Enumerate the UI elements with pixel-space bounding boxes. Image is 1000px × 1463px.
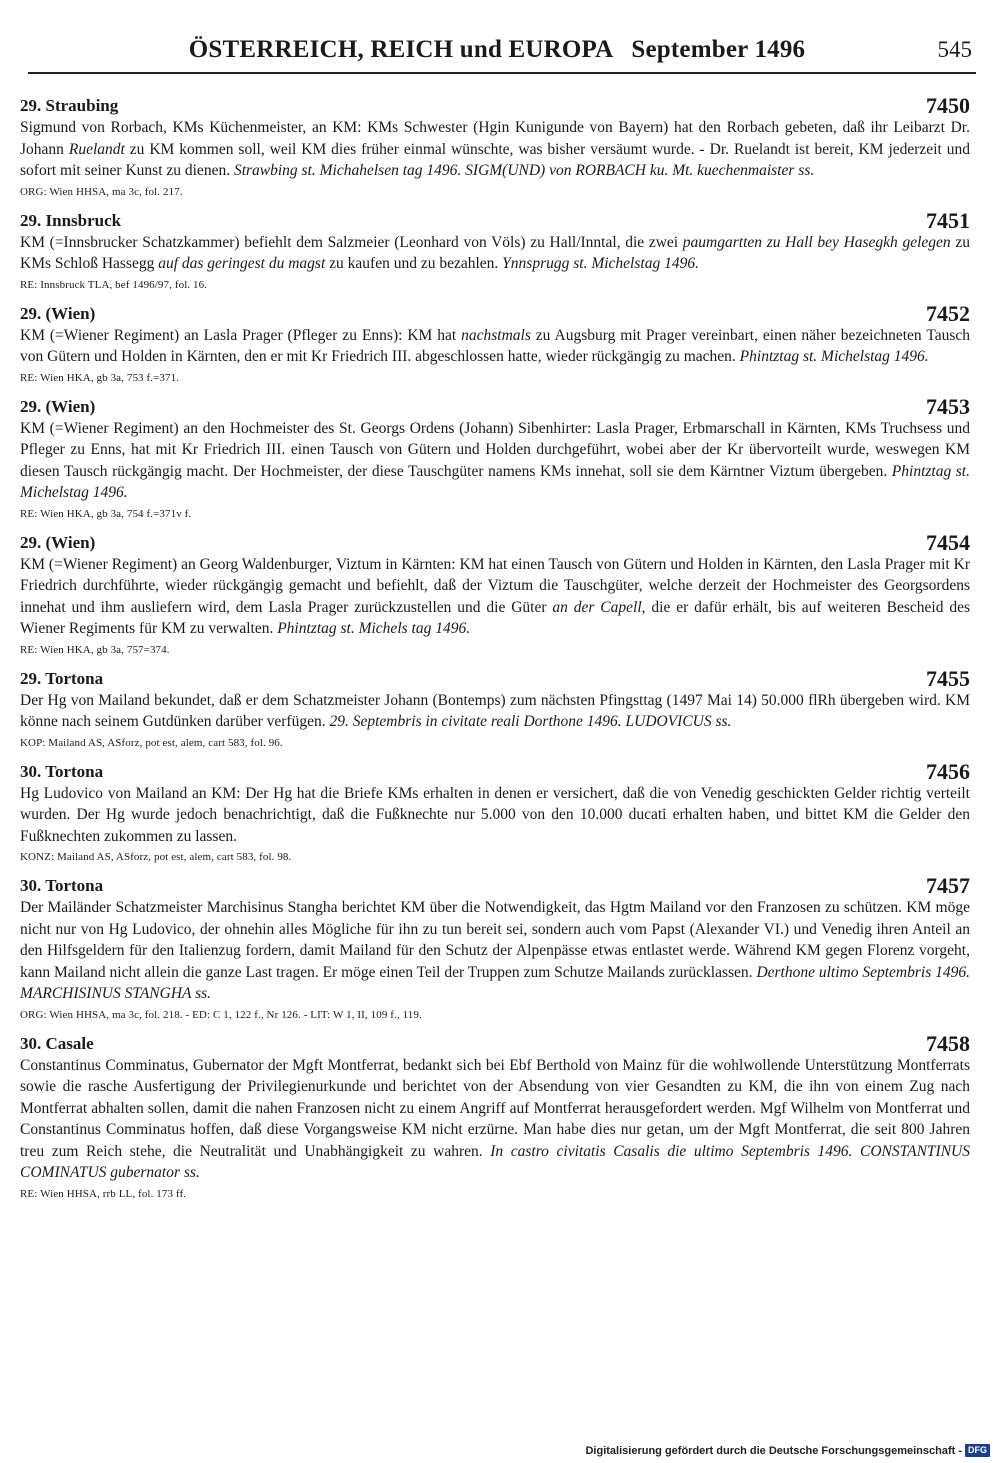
entry-number: 7453 [926,393,970,419]
entry-text-italic: 29. Septembris in civitate reali Dorthone 1496. LUDOVICUS ss. [329,713,732,730]
entry-text-segment: zu KMs Schloß Hassegg [20,233,970,272]
entry-heading [20,300,970,326]
entry-heading [20,1030,970,1056]
entry-text-italic: Phintztag st. Michelstag 1496. [739,348,929,365]
entry-number: 7451 [926,207,970,233]
entry-heading [20,529,970,555]
entry-number: 7454 [926,529,970,555]
entry-source: KOP: Mailand AS, ASforz, pot est, alem, cart 583, fol. 96. [20,736,283,749]
entry-text [20,117,970,182]
entry-text-italic: paumgartten zu Hall bey Hasegkh gelegen [682,233,951,251]
entry-heading [20,393,970,419]
entry-heading [20,665,970,691]
entry-number: 7455 [926,665,970,691]
footer-text: Digitalisierung gefördert durch die Deutsche Forschungsgemeinschaft - [585,1444,962,1457]
entry-text-segment: KM (=Wiener Regiment) an den Hochmeister des St. Georgs Ordens (Johann) Sibenhirter: Lasla Prager, Erbmarschall in Kärnten, KMs Truchsess und Pfleger zu Enns, hat mit Kr Friedrich III. einen Tausch von Gütern und Holden durchgeführt, wobei aber der Kr übervorteilt wurde, weswegen KM diesen Tausch rückgängig macht. Der Hochmeister, der diese Tauschgüter namens KMs innehat, soll sie dem Kärntner Viztum übergeben. [20,419,970,480]
entry-number: 7457 [926,873,970,898]
entry-date-place: 30. Tortona [20,761,104,781]
entry-source: ORG: Wien HHSA, ma 3c, fol. 217. [20,185,183,198]
entry-text-segment: Hg Ludovico von Mailand an KM: Der Hg hat die Briefe KMs erhalten in denen er versichert, daß die von Venedig geschickten Gelder richtig verteilt wurden. Der Hg wurde jedoch benachrichtigt, daß die Fußknechte nur 5.000 von den 10.000 ducati erhalten haben, und bittet KM die Gelder den Fußknechten zukommen zu lassen. [20,784,970,845]
entry-date-place: 29. (Wien) [20,532,96,552]
page-number: 545 [937,37,972,62]
entry-text [20,554,970,640]
entry-text-segment: zu KM kommen soll, weil KM dies früher einmal wünschte, was bisher versäumt wurde. - Dr. Ruelandt ist bereit, KM jederzeit und sofort mit seiner Kunst zu dienen. [20,140,970,179]
entry-text-italic: Ruelandt [68,140,125,158]
entry-text-italic: In castro civitatis Casalis die ultimo Septembris 1496. CONSTANTINUS COMINATUS gubernator ss. [20,1142,970,1181]
entry-text-italic: Ynnsprugg st. Michelstag 1496. [502,255,699,272]
entry-text-italic: auf das geringest du magst [158,255,326,272]
entry-date-place: 29. Innsbruck [20,210,122,230]
entry-text-segment: KM (=Wiener Regiment) an Lasla Prager (Pfleger zu Enns): KM hat [20,326,462,344]
entry-date-place: 29. Straubing [20,96,119,115]
entry-heading [20,875,970,897]
entry-number: 7456 [926,758,970,784]
entry-7450 [20,95,970,200]
entry-text-italic: Strawbing st. Michahelsen tag 1496. SIGM(UND) von RORBACH ku. Mt. kuechenmaister ss. [233,162,815,179]
entry-text-segment: Constantinus Comminatus, Gubernator der Mgft Montferrat, bedankt sich bei Ebf Berthold von Mainz für die wohlwollende Unterstützung Montferrats sowie die rasche Ausfertigung der Privilegienurkunde und berichtet von der Absendung von vier Gesandten zu KM, die ihn von einem Zug nach Montferrat abhalten sollen, damit die nahen Franzosen nicht zu einem Angriff auf Montferrat herausgefordert werden. Mgf Wilhelm von Montferrat und Constantinus Comminatus hoffen, daß diese Vorgangsweise KM nicht erzürne. Man habe dies nur getan, um der Mgft Montferrat, die seit 800 Jahren treu zum Reich stehe, die Neutralität und Unabhängigkeit zu wahren. [20,1056,970,1160]
entry-text [20,232,970,275]
entry-source: RE: Wien HKA, gb 3a, 754 f.=371v f. [20,507,192,520]
entry-7458 [20,1030,970,1202]
entry-text-segment: Der Mailänder Schatzmeister Marchisinus Stangha berichtet KM über die Notwendigkeit, das Hgtm Mailand vor den Franzosen zu schützen. KM möge nicht nur von Hg Ludovico, der ohnehin alles Mögliche für ihn zu tun bereit sei, sondern auch vom Papst (Alexander VI.) und Venedig ihren Anteil an den Hilfsgeldern für den Italienzug fordern, damit Mailand für den Schutz der Alpenpässe etwas entlastet werde. Während KM gegen Florenz vorgeht, kann Mailand nicht allein die ganze Last tragen. Er möge einen Teil der Truppen zum Schutze Mailands zurücklassen. [20,899,970,981]
entry-date-place: 30. Tortona [20,876,104,895]
entry-text-segment: KM (=Wiener Regiment) an Georg Waldenburger, Viztum in Kärnten: KM hat einen Tausch von Gütern und Holden in Kärnten, den Lasla Prager mit Kr Friedrich durchführte, wieder rückgängig gemacht und befiehlt, daß der Viztum die Tauschgüter, welche derzeit der Hochmeister des Georgsordens innehat und ihm ausliefern wird, dem Lasla Prager zurückzustellen und die Güter [20,555,970,616]
entry-text-italic: an der Capell [552,598,642,616]
entry-7456 [20,758,970,866]
entry-source: ORG: Wien HHSA, ma 3c, fol. 218. - ED: C 1, 122 f., Nr 126. - LIT: W 1, II, 109 f., 119. [20,1008,422,1021]
entry-heading [20,95,970,117]
entry-date-place: 29. Tortona [20,668,104,688]
dfg-logo: DFG [965,1444,990,1457]
entry-text-segment: , die er dafür erhält, bis auf weiteren Bescheid des Wiener Regiments für KM zu verwalten. [20,598,971,637]
entry-text [20,325,970,368]
entry-text-segment: zu Augsburg mit Prager vereinbart, einen näher bezeichneten Tausch von Gütern und Holden in Kärnten, den er mit Kr Friedrich III. abgeschlossen hatte, wieder rückgängig zu machen. [20,326,970,365]
entry-text-segment: Der Hg von Mailand bekundet, daß er dem Schatzmeister Johann (Bontemps) zum nächsten Pfingsttag (1497 Mai 14) 50.000 flRh übergeben wird. KM könne nach seinem Gutdünken darüber verfügen. [20,691,970,730]
entry-text [20,1055,970,1184]
entry-source: RE: Wien HHSA, rrb LL, fol. 173 ff. [20,1187,187,1200]
entry-7452 [20,300,970,386]
entry-text-italic: Phintztag st. Michels tag 1496. [277,620,471,637]
entry-number: 7452 [926,300,970,326]
entry-number: 7450 [926,93,970,118]
entry-7451 [20,207,970,293]
entry-text [20,690,970,733]
entry-source: RE: Wien HKA, gb 3a, 753 f.=371. [20,371,180,384]
entry-date-place: 30. Casale [20,1033,94,1053]
entry-heading [20,758,970,784]
entry-text-segment: Sigmund von Rorbach, KMs Küchenmeister, an KM: KMs Schwester (Hgin Kunigunde von Bayern) hat den Rorbach gebeten, daß ihr Leibarzt Dr. Johann [20,119,970,158]
entry-source: RE: Wien HKA, gb 3a, 757=374. [20,643,170,656]
entry-text [20,783,970,848]
entry-date-place: 29. (Wien) [20,303,96,323]
entry-7453 [20,393,970,522]
entry-text-italic: nachstmals [461,326,531,344]
running-title: ÖSTERREICH, REICH und EUROPA September 1496 [188,36,806,63]
entry-text [20,897,970,1005]
entry-number: 7458 [926,1030,970,1056]
entry-heading [20,207,970,233]
footer [585,1444,990,1457]
entry-7457 [20,875,970,1023]
entry-text-segment: zu kaufen und zu bezahlen. [325,255,503,272]
entry-7455 [20,665,970,751]
entry-text-segment: KM (=Innsbrucker Schatzkammer) befiehlt dem Salzmeier (Leonhard von Völs) zu Hall/Inntal, die zwei [20,233,683,251]
entry-source: KONZ: Mailand AS, ASforz, pot est, alem, cart 583, fol. 98. [20,851,292,863]
header-rule [28,72,976,74]
page-header [22,36,972,72]
entry-text-italic: Phintztag st. Michelstag 1496. [20,462,970,501]
entry-7454 [20,529,971,658]
entry-text-italic: Derthone ultimo Septembris 1496. MARCHISINUS STANGHA ss. [20,963,970,1002]
entry-source: RE: Innsbruck TLA, bef 1496/97, fol. 16. [20,278,208,291]
entry-text [20,418,970,504]
entry-date-place: 29. (Wien) [20,396,96,416]
entries-list [20,95,970,1212]
